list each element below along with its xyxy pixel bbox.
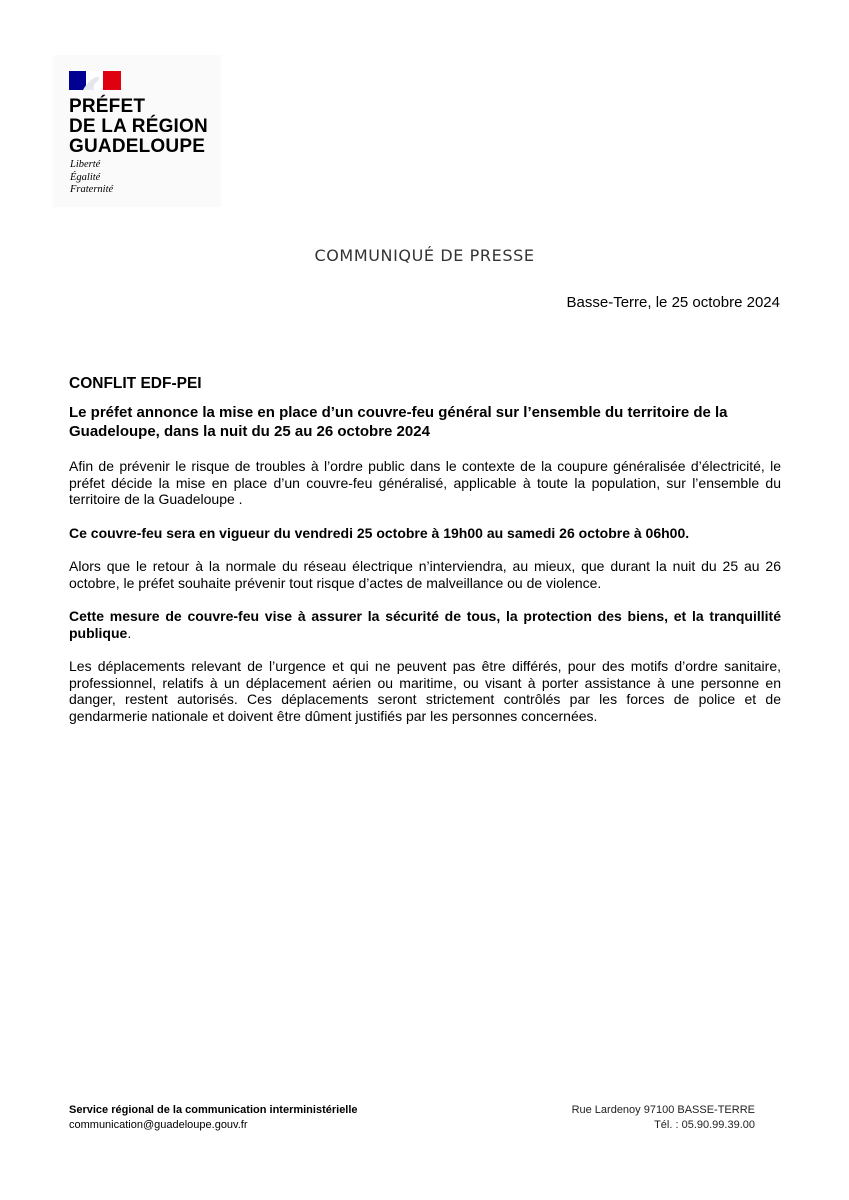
paragraph-context: Afin de prévenir le risque de troubles à l’ordre public dans le contexte de la coupure généralisée d’électricité, le préfet décide la mise en place d’un couvre-feu généralisé, applicable à toute la population, sur l’ensemble du territoire de la Guadeloupe . [69, 458, 781, 507]
footer-address-block [572, 1103, 755, 1133]
footer-service: Service régional de la communication interministérielle [69, 1104, 358, 1116]
document-type: COMMUNIQUÉ DE PRESSE [314, 246, 535, 265]
purpose-bold-text: Cette mesure de couvre-feu vise à assurer la sécurité de tous, la protection des biens, et la tranquillité publique [69, 608, 781, 641]
purpose-tail: . [127, 624, 132, 641]
republic-motto [70, 159, 113, 197]
motto-line: Fraternité [70, 184, 114, 195]
headline: CONFLIT EDF-PEI [69, 375, 202, 392]
footer-address: Rue Lardenoy 97100 BASSE-TERRE [571, 1104, 755, 1116]
footer-contact [69, 1103, 358, 1133]
footer-email[interactable]: communication@guadeloupe.gouv.fr [69, 1119, 248, 1131]
paragraph-curfew-hours: Ce couvre-feu sera en vigueur du vendredi 25 octobre à 19h00 au samedi 26 octobre à 06h00. [69, 524, 690, 541]
marianne-flag-icon [69, 71, 121, 90]
logo-title-line: GUADELOUPE [69, 136, 206, 157]
paragraph-exemptions: Les déplacements relevant de l’urgence et qui ne peuvent pas être différés, pour des motifs d’ordre sanitaire, professionnel, relatifs à un déplacement aérien ou maritime, ou visant à porter assistance à une personne en danger, restent autorisés. Ces déplacements seront strictement contrôlés par les forces de police et de gendarmerie nationale et doivent être dûment justifiés par les personnes concernées. [69, 658, 781, 724]
logo-title-line: DE LA RÉGION [69, 116, 208, 137]
motto-line: Liberté [70, 159, 101, 170]
logo-title [69, 97, 208, 157]
logo-title-line: PRÉFET [69, 96, 146, 117]
paragraph-network-restoration: Alors que le retour à la normale du réseau électrique n’interviendra, au mieux, que durant la nuit du 25 au 26 octobre, le préfet souhaite prévenir tout risque d’actes de malveillance ou de violence. [69, 558, 781, 591]
document-date: Basse-Terre, le 25 octobre 2024 [566, 294, 780, 311]
paragraph-purpose [69, 608, 781, 641]
motto-line: Égalité [70, 171, 101, 183]
prefecture-logo [53, 55, 221, 207]
subtitle: Le préfet annonce la mise en place d’un couvre-feu général sur l’ensemble du territoire de la Guadeloupe, dans la nuit du 25 au 26 octobre 2024 [69, 404, 728, 440]
footer-phone: Tél. : 05.90.99.39.00 [654, 1119, 755, 1131]
press-release-body [69, 375, 781, 741]
